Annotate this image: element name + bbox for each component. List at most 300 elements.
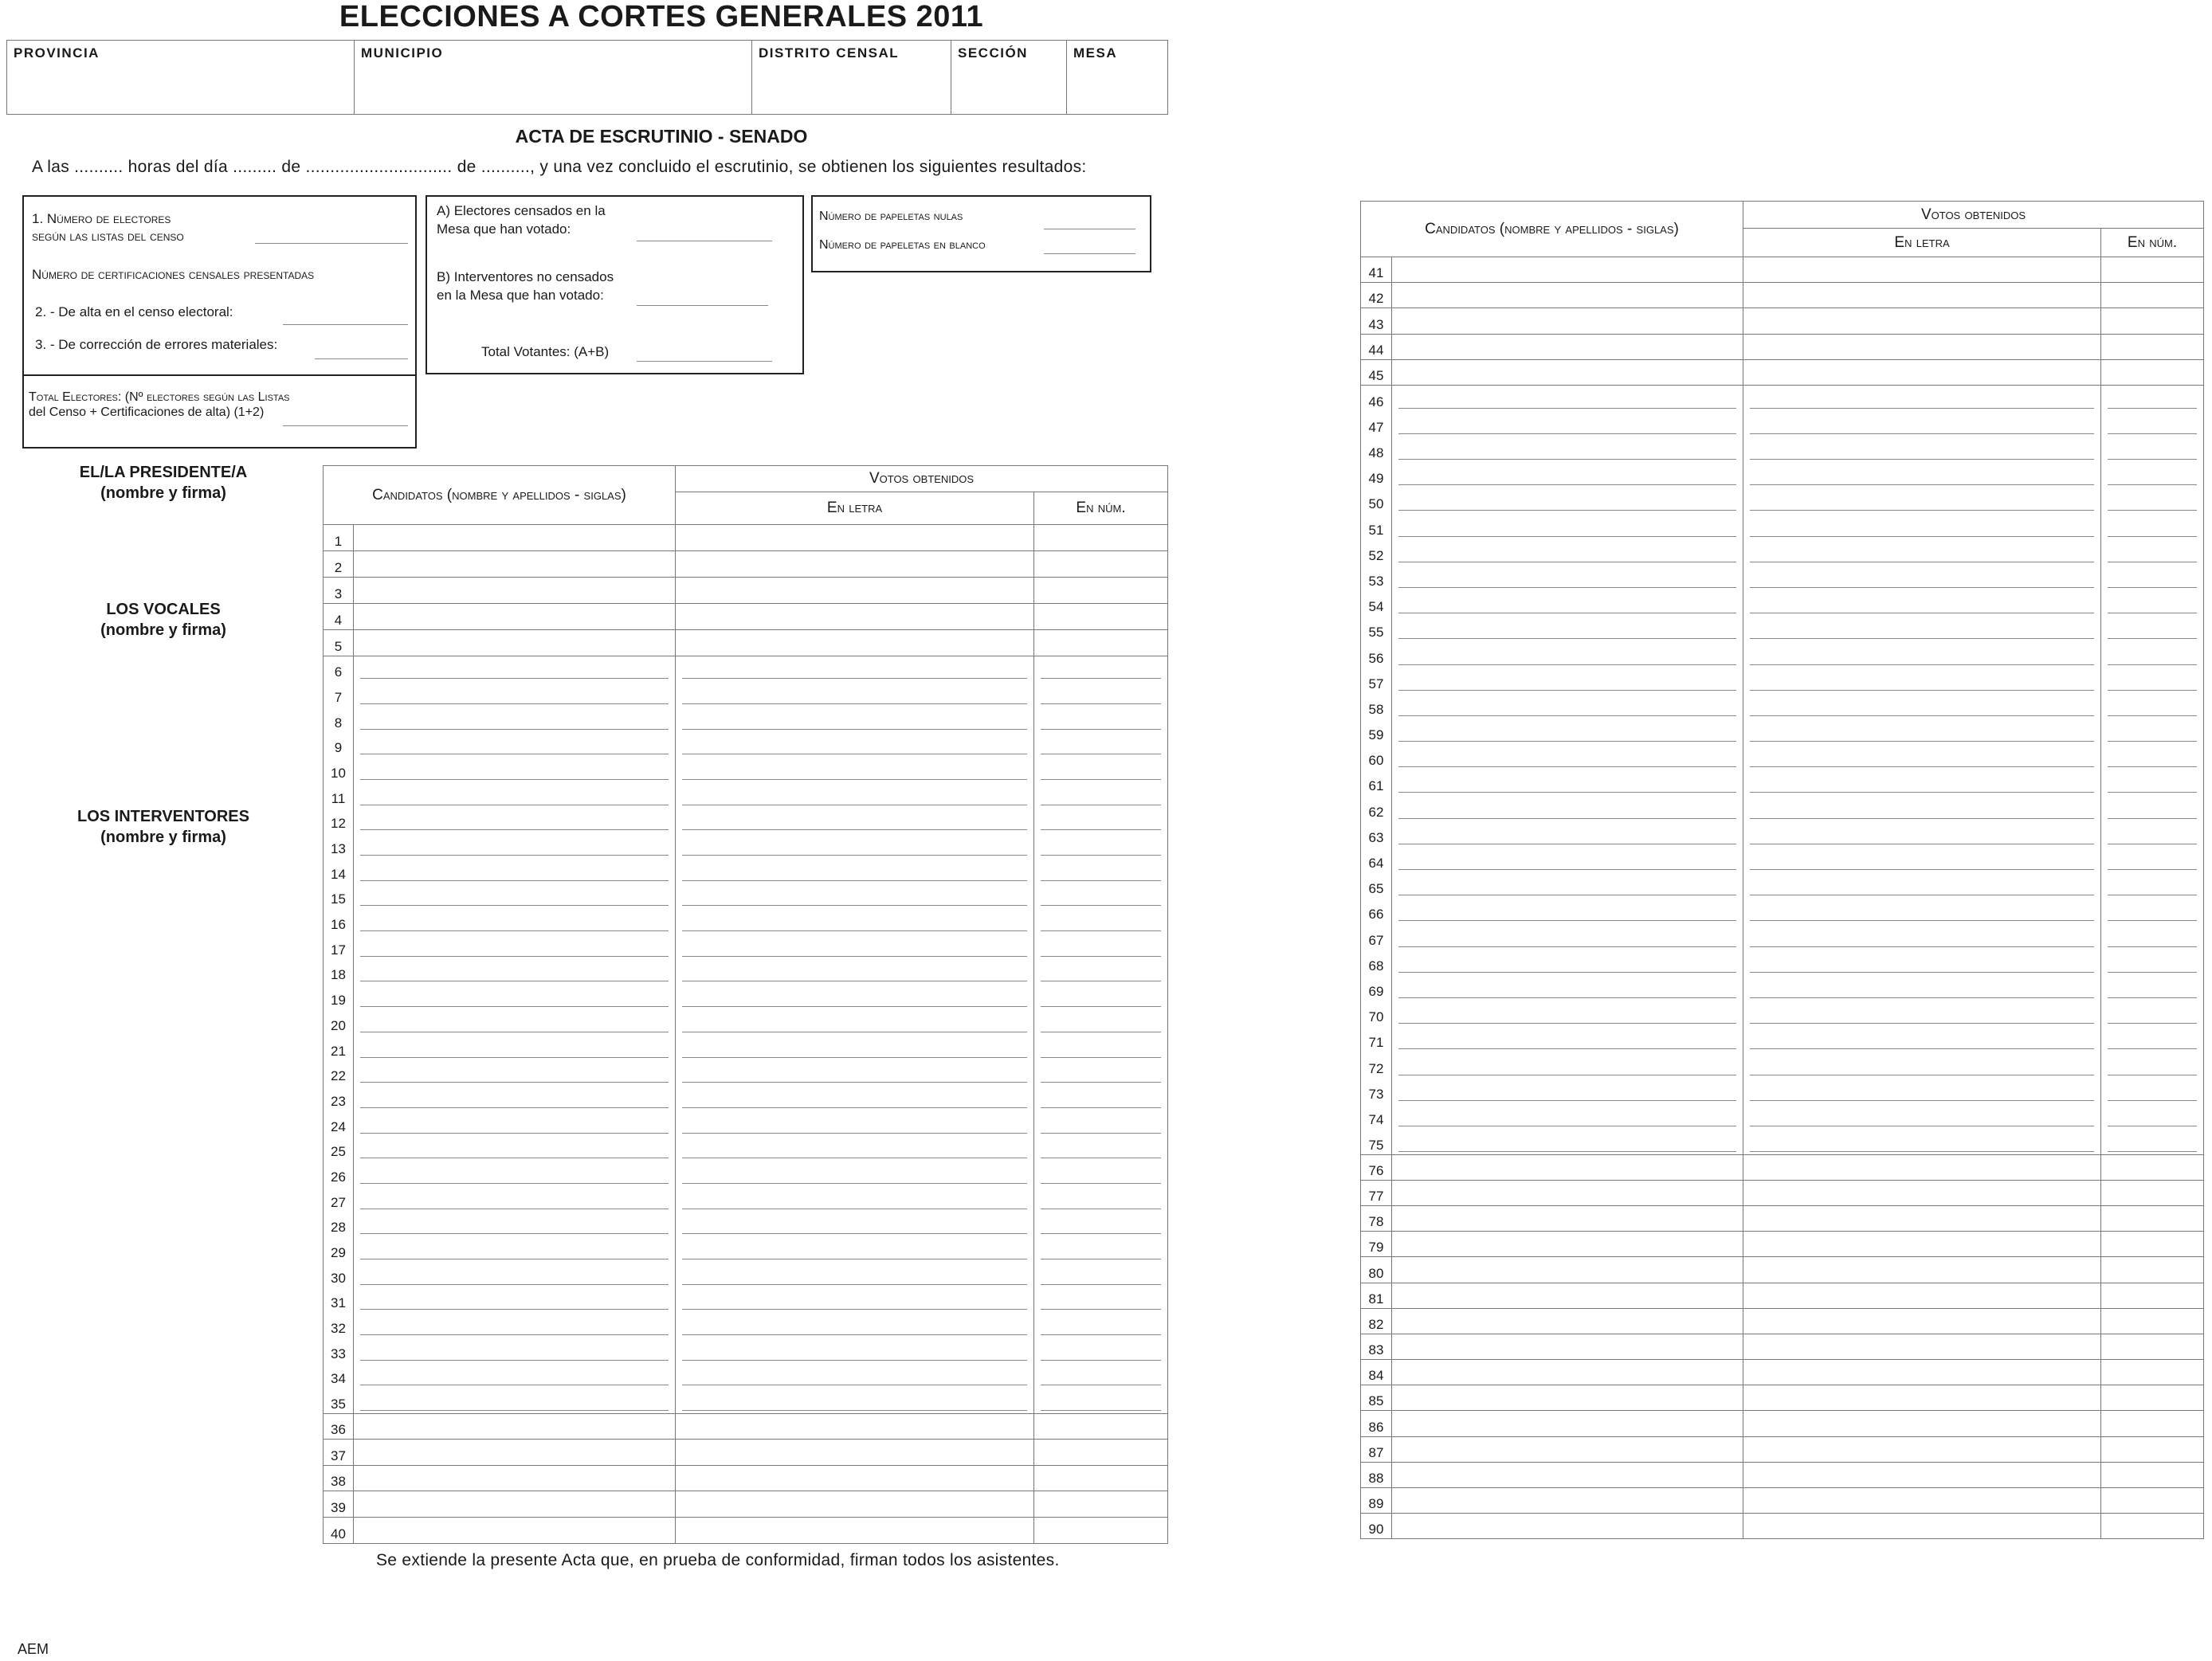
votes-number-cell[interactable]: [2101, 872, 2204, 898]
votes-number-cell[interactable]: [1034, 551, 1168, 578]
votes-number-cell[interactable]: [1034, 681, 1168, 707]
votes-letter-cell[interactable]: [676, 757, 1034, 782]
votes-number-cell[interactable]: [1034, 525, 1168, 551]
votes-letter-cell[interactable]: [1743, 1462, 2101, 1487]
votes-number-cell[interactable]: [1034, 1186, 1168, 1212]
votes-number-cell[interactable]: [1034, 656, 1168, 682]
votes-number-cell[interactable]: [2101, 308, 2204, 334]
candidate-cell[interactable]: [1392, 1283, 1743, 1308]
candidate-cell[interactable]: [1392, 1436, 1743, 1462]
votes-letter-cell[interactable]: [676, 1009, 1034, 1035]
votes-letter-cell[interactable]: [676, 782, 1034, 808]
votes-letter-cell[interactable]: [1743, 1001, 2101, 1026]
candidate-cell[interactable]: [354, 1161, 676, 1186]
votes-letter-cell[interactable]: [676, 1518, 1034, 1544]
row-number: 74: [1361, 1103, 1392, 1129]
votes-number-cell[interactable]: [2101, 616, 2204, 641]
candidate-cell[interactable]: [1392, 821, 1743, 847]
votes-letter-cell[interactable]: [676, 732, 1034, 758]
candidate-cell[interactable]: [1392, 308, 1743, 334]
votes-letter-cell[interactable]: [1743, 1360, 2101, 1385]
candidate-cell[interactable]: [1392, 1257, 1743, 1283]
candidate-cell[interactable]: [1392, 1385, 1743, 1411]
votes-number-cell[interactable]: [2101, 1308, 2204, 1334]
correccion-label: 3. - De corrección de errores materiales:: [35, 337, 278, 352]
votes-letter-cell[interactable]: [676, 681, 1034, 707]
candidate-cell[interactable]: [1392, 488, 1743, 513]
votes-number-cell[interactable]: [2101, 283, 2204, 308]
candidate-cell[interactable]: [1392, 513, 1743, 539]
votes-number-cell[interactable]: [1034, 1009, 1168, 1035]
votes-number-cell[interactable]: [1034, 883, 1168, 909]
interventores-votado-input[interactable]: [637, 305, 768, 306]
votes-number-cell[interactable]: [2101, 488, 2204, 513]
candidate-cell[interactable]: [354, 681, 676, 707]
candidate-cell[interactable]: [354, 1388, 676, 1413]
votes-letter-cell[interactable]: [1743, 462, 2101, 488]
votes-number-cell[interactable]: [2101, 744, 2204, 770]
row-number: 39: [324, 1491, 354, 1518]
total-votantes-label: Total Votantes: (A+B): [481, 344, 610, 359]
candidate-cell[interactable]: [354, 1236, 676, 1262]
candidate-cell[interactable]: [1392, 1001, 1743, 1026]
votes-letter-cell[interactable]: [676, 1060, 1034, 1086]
votes-letter-cell[interactable]: [1743, 437, 2101, 462]
votes-number-cell[interactable]: [2101, 1462, 2204, 1487]
votes-letter-cell[interactable]: [1743, 923, 2101, 949]
candidate-cell[interactable]: [354, 1136, 676, 1162]
votes-letter-cell[interactable]: [1743, 1078, 2101, 1103]
votes-letter-cell[interactable]: [1743, 641, 2101, 667]
votes-number-cell[interactable]: [1034, 1212, 1168, 1237]
votes-number-cell[interactable]: [2101, 770, 2204, 795]
candidate-cell[interactable]: [1392, 719, 1743, 744]
votes-letter-cell[interactable]: [1743, 1488, 2101, 1514]
candidate-cell[interactable]: [1392, 1129, 1743, 1154]
candidate-cell[interactable]: [1392, 872, 1743, 898]
votes-letter-cell[interactable]: [676, 1413, 1034, 1440]
votes-number-cell[interactable]: [2101, 1257, 2204, 1283]
votes-letter-cell[interactable]: [676, 959, 1034, 985]
candidate-cell[interactable]: [354, 1518, 676, 1544]
votes-number-cell[interactable]: [1034, 1236, 1168, 1262]
votes-number-cell[interactable]: [1034, 858, 1168, 883]
votes-number-cell[interactable]: [2101, 693, 2204, 719]
candidate-cell[interactable]: [354, 1491, 676, 1518]
votes-letter-cell[interactable]: [676, 551, 1034, 578]
mesa-field[interactable]: [1067, 41, 1169, 114]
candidate-cell[interactable]: [1392, 693, 1743, 719]
row-number: 50: [1361, 488, 1392, 513]
votes-letter-cell[interactable]: [1743, 1514, 2101, 1539]
votes-number-cell[interactable]: [2101, 1078, 2204, 1103]
candidate-cell[interactable]: [354, 525, 676, 551]
votes-letter-cell[interactable]: [1743, 1436, 2101, 1462]
total-electores-input[interactable]: [283, 425, 408, 426]
candidate-cell[interactable]: [1392, 975, 1743, 1001]
votes-number-cell[interactable]: [1034, 959, 1168, 985]
votes-letter-cell[interactable]: [1743, 744, 2101, 770]
votes-number-cell[interactable]: [1034, 1161, 1168, 1186]
votes-letter-cell[interactable]: [676, 656, 1034, 682]
candidate-cell[interactable]: [1392, 385, 1743, 410]
votes-letter-cell[interactable]: [1743, 950, 2101, 975]
votes-number-cell[interactable]: [1034, 757, 1168, 782]
votes-number-cell[interactable]: [1034, 1491, 1168, 1518]
votes-number-cell[interactable]: [1034, 1388, 1168, 1413]
votes-letter-cell[interactable]: [1743, 693, 2101, 719]
candidate-cell[interactable]: [354, 1338, 676, 1363]
votes-number-cell[interactable]: [2101, 513, 2204, 539]
votes-letter-cell[interactable]: [1743, 1385, 2101, 1411]
candidate-cell[interactable]: [1392, 641, 1743, 667]
votes-number-cell[interactable]: [2101, 462, 2204, 488]
votes-number-cell[interactable]: [2101, 719, 2204, 744]
candidate-cell[interactable]: [1392, 770, 1743, 795]
table-row: [324, 604, 1168, 630]
votes-number-cell[interactable]: [2101, 847, 2204, 872]
votes-number-cell[interactable]: [2101, 1283, 2204, 1308]
candidate-cell[interactable]: [1392, 1078, 1743, 1103]
votes-letter-cell[interactable]: [676, 934, 1034, 959]
votes-letter-cell[interactable]: [1743, 1180, 2101, 1205]
votes-letter-cell[interactable]: [1743, 770, 2101, 795]
votes-number-cell[interactable]: [2101, 539, 2204, 565]
alta-input[interactable]: [283, 324, 408, 325]
votes-letter-cell[interactable]: [1743, 411, 2101, 437]
presidente-signature: EL/LA PRESIDENTE/A (nombre y firma): [79, 464, 248, 502]
candidate-cell[interactable]: [1392, 847, 1743, 872]
votes-letter-cell[interactable]: [1743, 283, 2101, 308]
candidate-cell[interactable]: [1392, 1052, 1743, 1077]
votes-letter-cell[interactable]: [676, 1136, 1034, 1162]
table-row: [1361, 1436, 2204, 1462]
candidate-cell[interactable]: [1392, 334, 1743, 359]
row-number: 52: [1361, 539, 1392, 565]
votes-letter-cell[interactable]: [1743, 308, 2101, 334]
votes-number-cell[interactable]: [1034, 908, 1168, 934]
candidate-cell[interactable]: [354, 1440, 676, 1466]
votes-number-cell[interactable]: [2101, 334, 2204, 359]
table-row: [324, 551, 1168, 578]
candidate-cell[interactable]: [354, 1035, 676, 1060]
candidate-cell[interactable]: [354, 656, 676, 682]
votes-letter-cell[interactable]: [1743, 1308, 2101, 1334]
votes-letter-cell[interactable]: [1743, 359, 2101, 385]
votes-letter-cell[interactable]: [1743, 590, 2101, 616]
candidate-cell[interactable]: [354, 1312, 676, 1338]
candidate-cell[interactable]: [1392, 795, 1743, 821]
candidate-cell[interactable]: [1392, 1411, 1743, 1436]
votes-letter-cell[interactable]: [1743, 1411, 2101, 1436]
correccion-input[interactable]: [315, 358, 408, 359]
votes-number-cell[interactable]: [1034, 1136, 1168, 1162]
candidate-cell[interactable]: [1392, 1026, 1743, 1052]
votes-letter-cell[interactable]: [676, 1111, 1034, 1136]
candidate-cell[interactable]: [1392, 1308, 1743, 1334]
candidate-cell[interactable]: [354, 1287, 676, 1313]
candidate-cell[interactable]: [1392, 616, 1743, 641]
votes-number-cell[interactable]: [1034, 1518, 1168, 1544]
votes-letter-cell[interactable]: [1743, 334, 2101, 359]
table-row: [1361, 1334, 2204, 1359]
candidate-cell[interactable]: [1392, 565, 1743, 590]
votes-letter-cell[interactable]: [1743, 1334, 2101, 1359]
votes-letter-cell[interactable]: [1743, 898, 2101, 923]
candidate-cell[interactable]: [354, 630, 676, 656]
provincia-field[interactable]: [7, 41, 355, 114]
votes-letter-cell[interactable]: [676, 1262, 1034, 1287]
electors-input[interactable]: [255, 243, 408, 244]
votes-letter-cell[interactable]: [676, 1212, 1034, 1237]
votes-letter-cell[interactable]: [676, 1236, 1034, 1262]
votes-number-cell[interactable]: [1034, 732, 1168, 758]
votes-number-cell[interactable]: [2101, 1129, 2204, 1154]
table-row: [1361, 1154, 2204, 1180]
votes-number-cell[interactable]: [1034, 1312, 1168, 1338]
candidate-cell[interactable]: [354, 604, 676, 630]
candidate-cell[interactable]: [1392, 257, 1743, 283]
candidate-cell[interactable]: [1392, 411, 1743, 437]
candidate-cell[interactable]: [354, 832, 676, 858]
votes-number-cell[interactable]: [1034, 1465, 1168, 1491]
votes-number-cell[interactable]: [1034, 578, 1168, 604]
votes-letter-cell[interactable]: [1743, 821, 2101, 847]
votes-letter-cell[interactable]: [676, 808, 1034, 833]
votes-number-cell[interactable]: [1034, 1111, 1168, 1136]
votes-letter-cell[interactable]: [676, 630, 1034, 656]
votes-number-cell[interactable]: [2101, 975, 2204, 1001]
votes-number-cell[interactable]: [2101, 359, 2204, 385]
candidate-cell[interactable]: [1392, 590, 1743, 616]
candidate-cell[interactable]: [1392, 1103, 1743, 1129]
votes-letter-cell[interactable]: [1743, 1154, 2101, 1180]
votes-number-cell[interactable]: [2101, 257, 2204, 283]
votes-number-cell[interactable]: [1034, 1060, 1168, 1086]
candidate-cell[interactable]: [1392, 283, 1743, 308]
votes-letter-cell[interactable]: [1743, 975, 2101, 1001]
candidate-cell[interactable]: [1392, 898, 1743, 923]
votes-number-cell[interactable]: [2101, 950, 2204, 975]
votes-letter-cell[interactable]: [1743, 539, 2101, 565]
votes-letter-cell[interactable]: [676, 1491, 1034, 1518]
row-number: 54: [1361, 590, 1392, 616]
votes-letter-cell[interactable]: [1743, 257, 2101, 283]
candidate-cell[interactable]: [354, 883, 676, 909]
candidate-cell[interactable]: [1392, 1334, 1743, 1359]
votes-number-cell[interactable]: [1034, 1338, 1168, 1363]
votes-letter-cell[interactable]: [676, 707, 1034, 732]
votes-number-cell[interactable]: [2101, 1180, 2204, 1205]
votes-letter-cell[interactable]: [676, 1440, 1034, 1466]
candidate-cell[interactable]: [354, 1413, 676, 1440]
votes-letter-cell[interactable]: [676, 525, 1034, 551]
votes-number-cell[interactable]: [2101, 1205, 2204, 1231]
votes-number-cell[interactable]: [2101, 1411, 2204, 1436]
votes-letter-cell[interactable]: [1743, 616, 2101, 641]
votes-number-cell[interactable]: [2101, 437, 2204, 462]
votes-number-cell[interactable]: [1034, 1440, 1168, 1466]
votes-letter-cell[interactable]: [1743, 513, 2101, 539]
candidate-cell[interactable]: [1392, 437, 1743, 462]
candidate-cell[interactable]: [354, 908, 676, 934]
votes-letter-cell[interactable]: [676, 1186, 1034, 1212]
votes-letter-cell[interactable]: [676, 1035, 1034, 1060]
votes-letter-cell[interactable]: [676, 858, 1034, 883]
candidate-cell[interactable]: [1392, 1232, 1743, 1257]
votes-letter-cell[interactable]: [676, 1085, 1034, 1111]
candidate-cell[interactable]: [354, 1111, 676, 1136]
votes-letter-cell[interactable]: [676, 908, 1034, 934]
candidate-cell[interactable]: [1392, 1205, 1743, 1231]
votes-letter-cell[interactable]: [1743, 719, 2101, 744]
votes-letter-cell[interactable]: [1743, 668, 2101, 693]
candidate-cell[interactable]: [354, 959, 676, 985]
votes-number-cell[interactable]: [2101, 565, 2204, 590]
candidate-cell[interactable]: [354, 1009, 676, 1035]
row-number: 8: [324, 707, 354, 732]
candidate-cell[interactable]: [354, 1465, 676, 1491]
votes-number-cell[interactable]: [1034, 832, 1168, 858]
votes-letter-cell[interactable]: [676, 832, 1034, 858]
votes-number-cell[interactable]: [1034, 1085, 1168, 1111]
census-divider: [24, 374, 415, 376]
candidate-cell[interactable]: [354, 1060, 676, 1086]
votes-letter-cell[interactable]: [1743, 565, 2101, 590]
votes-number-cell[interactable]: [1034, 934, 1168, 959]
votes-number-cell[interactable]: [2101, 1232, 2204, 1257]
candidate-cell[interactable]: [1392, 462, 1743, 488]
votes-number-cell[interactable]: [2101, 590, 2204, 616]
votes-number-cell[interactable]: [1034, 808, 1168, 833]
votes-number-cell[interactable]: [2101, 1360, 2204, 1385]
seccion-field[interactable]: [951, 41, 1067, 114]
candidate-cell[interactable]: [1392, 1514, 1743, 1539]
votes-letter-cell[interactable]: [676, 1161, 1034, 1186]
votes-number-cell[interactable]: [1034, 1287, 1168, 1313]
votes-number-cell[interactable]: [2101, 1026, 2204, 1052]
total-votantes-input[interactable]: [637, 361, 772, 362]
votes-letter-cell[interactable]: [1743, 1129, 2101, 1154]
votes-number-cell[interactable]: [1034, 1262, 1168, 1287]
votes-letter-cell[interactable]: [676, 1363, 1034, 1389]
votes-number-cell[interactable]: [2101, 1385, 2204, 1411]
votes-letter-cell[interactable]: [1743, 872, 2101, 898]
votes-letter-cell[interactable]: [676, 1287, 1034, 1313]
candidate-cell[interactable]: [354, 1186, 676, 1212]
votes-letter-cell[interactable]: [676, 883, 1034, 909]
candidate-cell[interactable]: [354, 732, 676, 758]
candidate-cell[interactable]: [1392, 1462, 1743, 1487]
candidate-cell[interactable]: [1392, 950, 1743, 975]
votes-number-cell[interactable]: [2101, 1052, 2204, 1077]
votes-letter-cell[interactable]: [1743, 847, 2101, 872]
votes-letter-cell[interactable]: [676, 984, 1034, 1009]
votes-letter-cell[interactable]: [676, 1465, 1034, 1491]
votes-number-cell[interactable]: [1034, 604, 1168, 630]
candidate-cell[interactable]: [354, 934, 676, 959]
votes-number-cell[interactable]: [2101, 1103, 2204, 1129]
votes-number-cell[interactable]: [2101, 641, 2204, 667]
candidate-cell[interactable]: [354, 858, 676, 883]
candidate-cell[interactable]: [1392, 1360, 1743, 1385]
votes-number-cell[interactable]: [1034, 707, 1168, 732]
votes-number-cell[interactable]: [1034, 984, 1168, 1009]
votes-letter-cell[interactable]: [1743, 385, 2101, 410]
votes-number-cell[interactable]: [1034, 630, 1168, 656]
candidate-cell[interactable]: [354, 757, 676, 782]
votes-letter-cell[interactable]: [1743, 1232, 2101, 1257]
municipio-field[interactable]: [355, 41, 752, 114]
candidate-cell[interactable]: [354, 1363, 676, 1389]
candidate-cell[interactable]: [1392, 923, 1743, 949]
candidate-cell[interactable]: [354, 782, 676, 808]
votes-letter-cell[interactable]: [676, 1338, 1034, 1363]
candidate-cell[interactable]: [354, 1085, 676, 1111]
votes-number-cell[interactable]: [2101, 923, 2204, 949]
votes-number-cell[interactable]: [2101, 1001, 2204, 1026]
votes-number-cell[interactable]: [2101, 898, 2204, 923]
votes-number-cell[interactable]: [2101, 1514, 2204, 1539]
candidate-cell[interactable]: [354, 551, 676, 578]
votes-number-cell[interactable]: [2101, 1154, 2204, 1180]
candidate-cell[interactable]: [354, 578, 676, 604]
table-row: [1361, 1283, 2204, 1308]
votes-number-cell[interactable]: [2101, 1334, 2204, 1359]
votes-letter-cell[interactable]: [1743, 1103, 2101, 1129]
votes-letter-cell[interactable]: [1743, 1205, 2101, 1231]
candidate-cell[interactable]: [1392, 744, 1743, 770]
votes-letter-cell[interactable]: [676, 1388, 1034, 1413]
votes-number-cell[interactable]: [2101, 1436, 2204, 1462]
votes-letter-cell[interactable]: [1743, 1257, 2101, 1283]
votes-number-cell[interactable]: [1034, 1363, 1168, 1389]
candidate-cell[interactable]: [1392, 539, 1743, 565]
votes-letter-cell[interactable]: [676, 578, 1034, 604]
votes-number-cell[interactable]: [2101, 411, 2204, 437]
row-number: 30: [324, 1262, 354, 1287]
votes-number-cell[interactable]: [2101, 821, 2204, 847]
candidate-cell[interactable]: [1392, 1488, 1743, 1514]
candidate-cell[interactable]: [354, 1262, 676, 1287]
votes-number-cell[interactable]: [2101, 668, 2204, 693]
votes-letter-cell[interactable]: [1743, 1283, 2101, 1308]
votes-number-cell[interactable]: [1034, 1035, 1168, 1060]
votes-number-cell[interactable]: [2101, 385, 2204, 410]
candidate-cell[interactable]: [1392, 668, 1743, 693]
votes-letter-cell[interactable]: [1743, 1052, 2101, 1077]
votes-number-cell[interactable]: [1034, 1413, 1168, 1440]
candidate-cell[interactable]: [1392, 1154, 1743, 1180]
candidate-cell[interactable]: [1392, 1180, 1743, 1205]
votes-number-cell[interactable]: [1034, 782, 1168, 808]
votes-number-cell[interactable]: [2101, 1488, 2204, 1514]
votes-letter-cell[interactable]: [1743, 488, 2101, 513]
votes-number-cell[interactable]: [2101, 795, 2204, 821]
blanco-input[interactable]: [1044, 253, 1135, 254]
candidate-cell[interactable]: [1392, 359, 1743, 385]
candidate-cell[interactable]: [354, 984, 676, 1009]
candidate-cell[interactable]: [354, 1212, 676, 1237]
candidate-cell[interactable]: [354, 808, 676, 833]
distrito-field[interactable]: [752, 41, 951, 114]
table-row: [1361, 1308, 2204, 1334]
candidate-cell[interactable]: [354, 707, 676, 732]
votes-letter-cell[interactable]: [1743, 1026, 2101, 1052]
votes-letter-cell[interactable]: [676, 1312, 1034, 1338]
votes-letter-cell[interactable]: [676, 604, 1034, 630]
votes-letter-cell[interactable]: [1743, 795, 2101, 821]
